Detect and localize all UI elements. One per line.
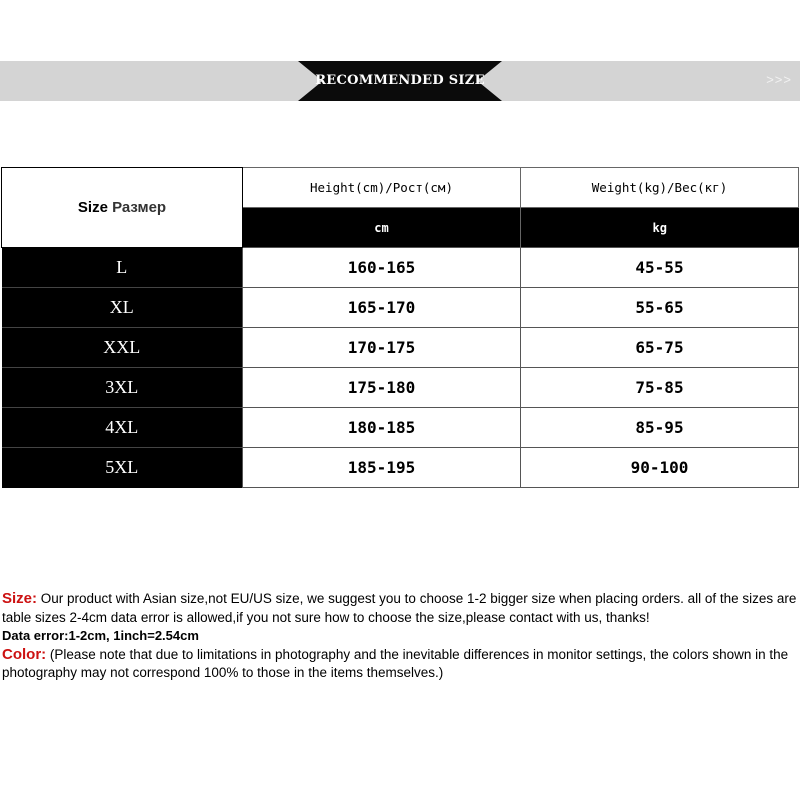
height-value: 180-185 xyxy=(243,408,521,448)
height-value: 175-180 xyxy=(243,368,521,408)
size-label: 4XL xyxy=(2,408,243,448)
weight-value: 55-65 xyxy=(521,288,799,328)
weight-value: 75-85 xyxy=(521,368,799,408)
banner-arrows: >>> xyxy=(766,72,792,87)
color-note-text: (Please note that due to limitations in photography and the inevitable differences in monitor settings, the colors shown in the photography may not correspond 100% to those in the items themselves.) xyxy=(2,646,789,680)
table-row xyxy=(2,448,799,488)
color-note xyxy=(2,646,798,683)
weight-value: 45-55 xyxy=(521,248,799,288)
weight-value: 90-100 xyxy=(521,448,799,488)
table-row xyxy=(2,368,799,408)
size-notes xyxy=(2,590,798,683)
size-note-key: Size: xyxy=(2,590,38,607)
size-header-en: Size xyxy=(77,199,108,216)
size-label: XL xyxy=(2,288,243,328)
size-note xyxy=(2,590,798,627)
table-header-row xyxy=(2,168,799,208)
color-note-key: Color: xyxy=(2,645,47,663)
table-row xyxy=(2,288,799,328)
height-value: 165-170 xyxy=(243,288,521,328)
table-row xyxy=(2,408,799,448)
weight-unit: kg xyxy=(521,208,799,248)
height-value: 160-165 xyxy=(243,248,521,288)
table-row xyxy=(2,328,799,368)
height-header: Height(cm)/Рост(см) xyxy=(243,168,521,208)
weight-value: 65-75 xyxy=(521,328,799,368)
banner-title: RECOMMENDED SIZE xyxy=(315,73,485,88)
size-label: L xyxy=(2,248,243,288)
data-error-note: Data error:1-2cm, 1inch=2.54cm xyxy=(2,628,199,643)
weight-value: 85-95 xyxy=(521,408,799,448)
height-value: 185-195 xyxy=(243,448,521,488)
size-note-text: Our product with Asian size,not EU/US size, we suggest you to choose 1-2 bigger size when placing orders. all of the sizes are table sizes 2-4cm data error is allowed,if you not sure how to choose the size,please contact with us, thanks! xyxy=(2,591,797,625)
height-value: 170-175 xyxy=(243,328,521,368)
size-header-ru: Размер xyxy=(112,199,167,216)
table-row xyxy=(2,248,799,288)
size-header-cell xyxy=(2,168,243,248)
size-label: 5XL xyxy=(2,448,243,488)
size-label: 3XL xyxy=(2,368,243,408)
size-table xyxy=(1,167,799,488)
size-label: XXL xyxy=(2,328,243,368)
weight-header: Weight(kg)/Вес(кг) xyxy=(521,168,799,208)
height-unit: cm xyxy=(243,208,521,248)
